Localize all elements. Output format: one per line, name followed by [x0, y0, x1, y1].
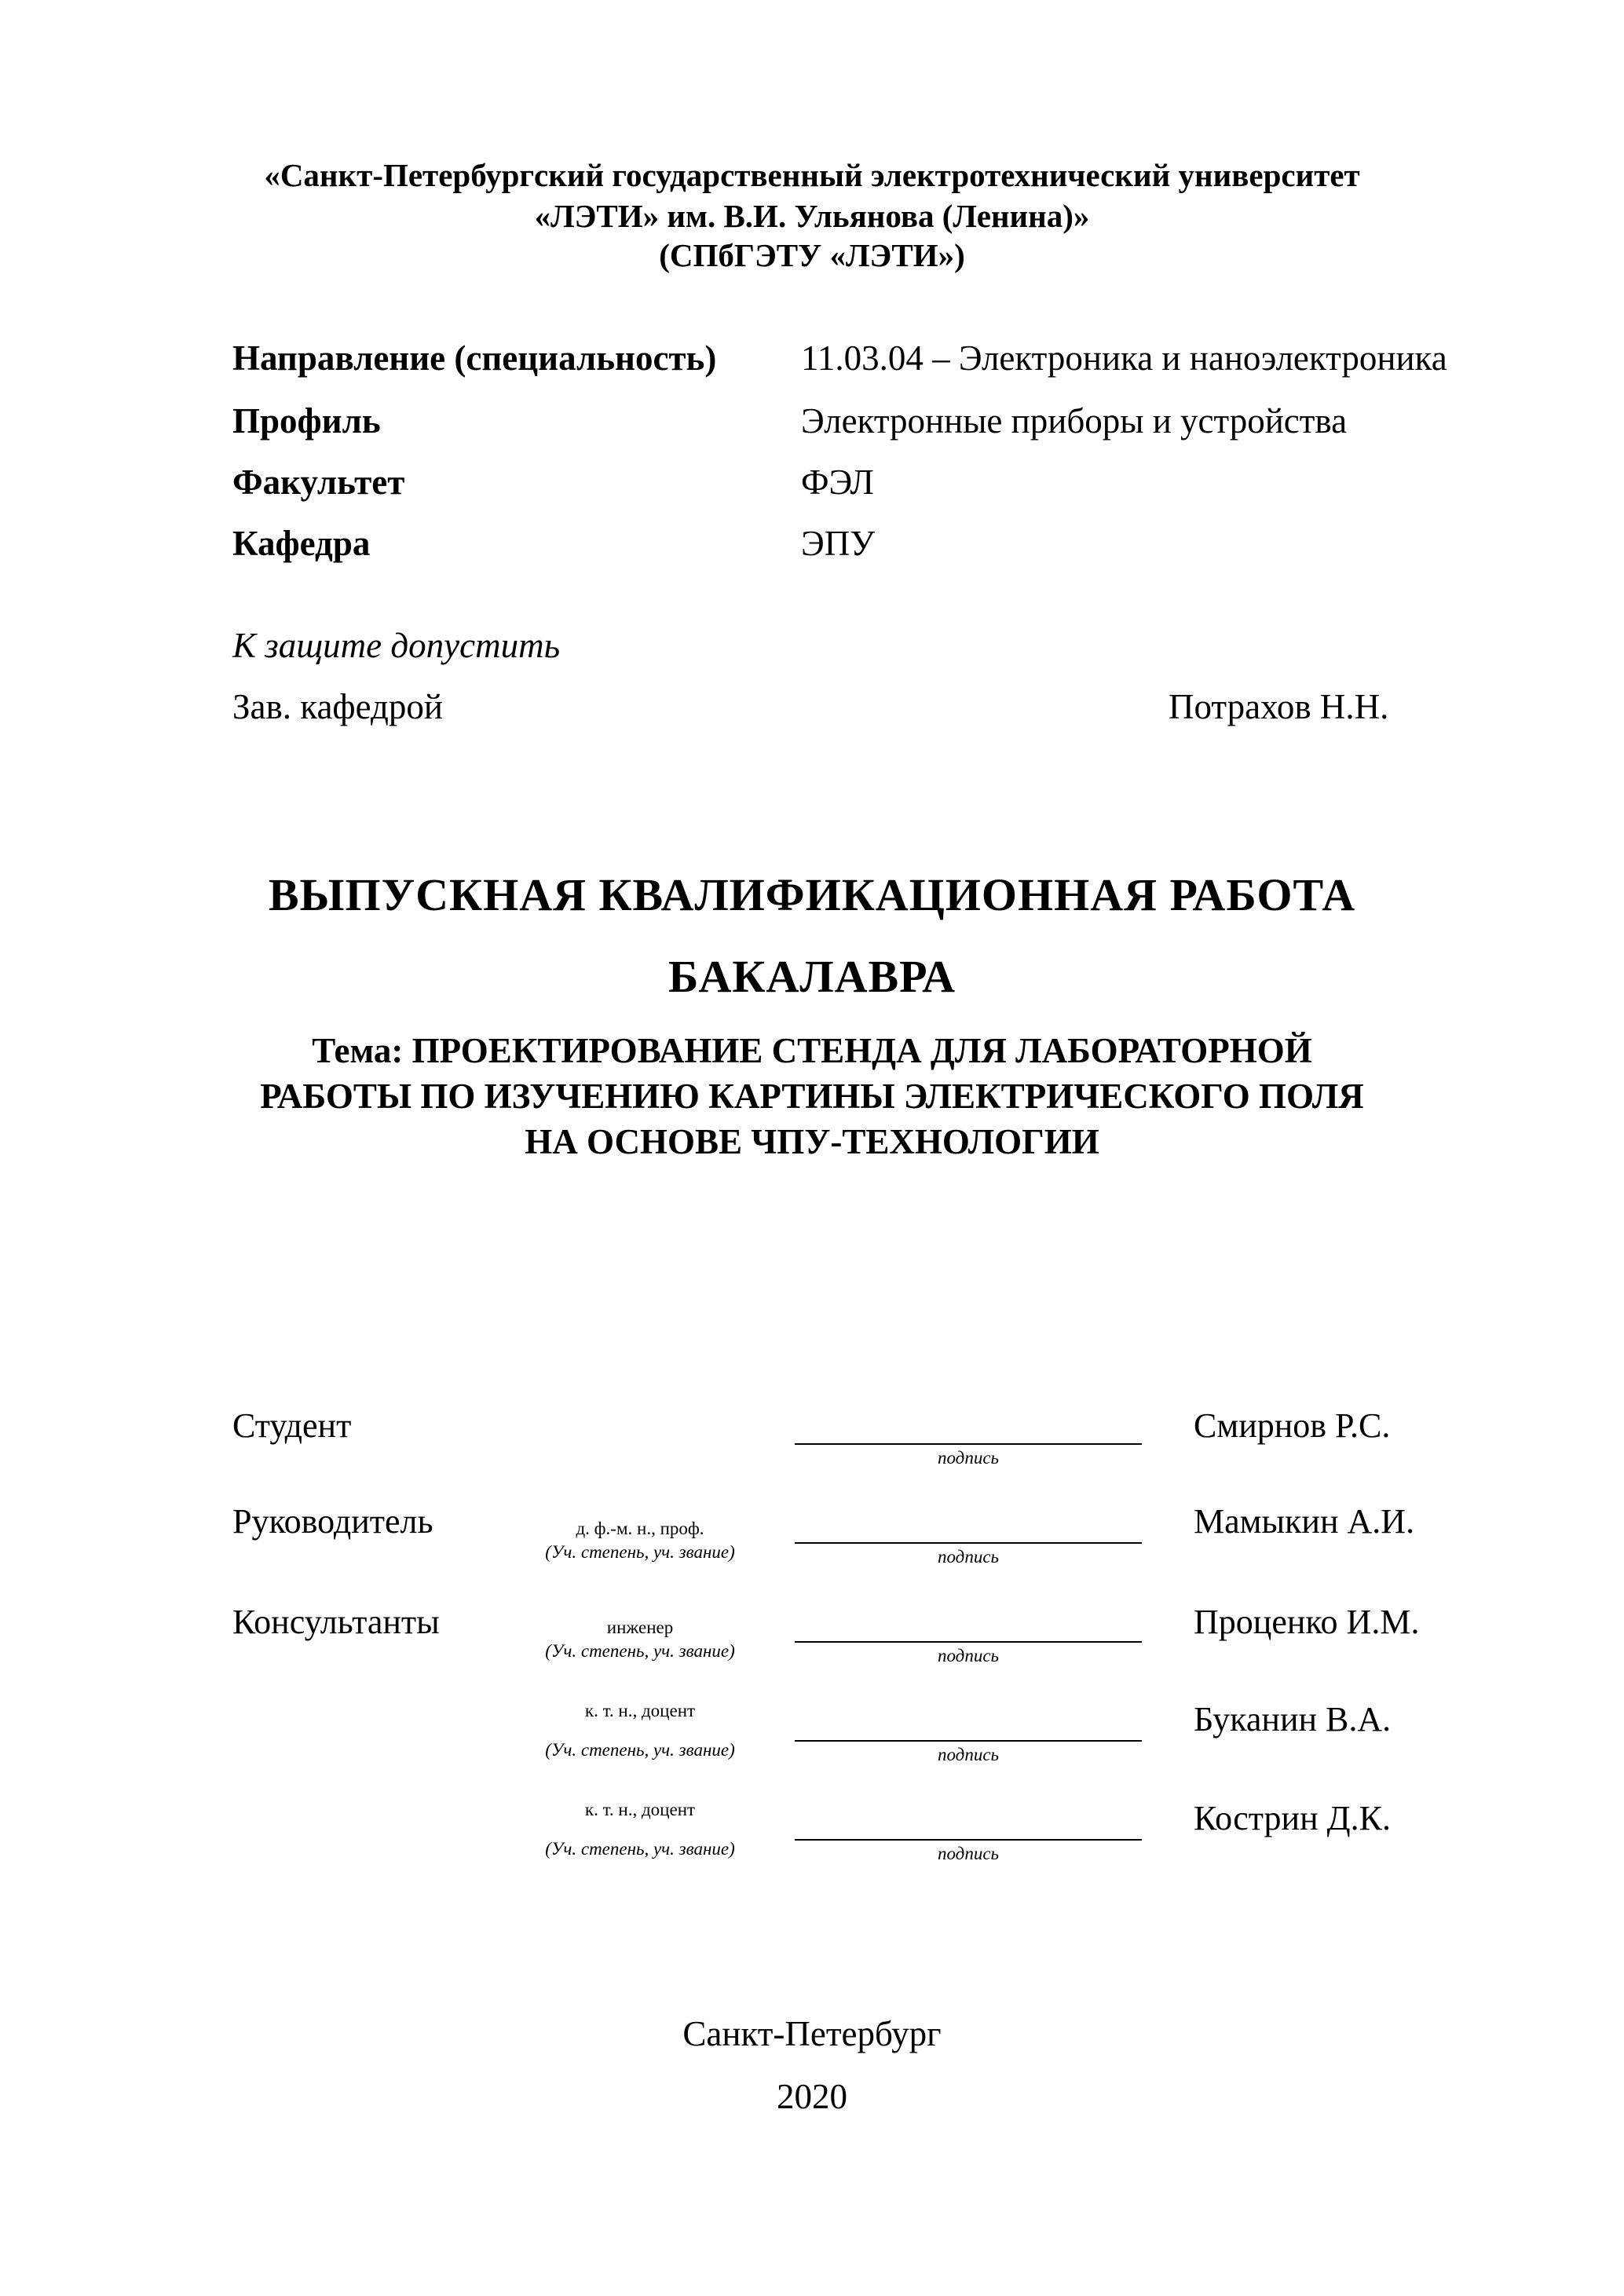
signature-degree-consultant-1: инженер	[606, 1618, 674, 1637]
signature-line-student	[795, 1443, 1142, 1445]
info-value-profile: Электронные приборы и устройства	[801, 401, 1348, 441]
footer-city: Санкт-Петербург	[682, 2014, 942, 2053]
info-label-direction: Направление (специальность)	[232, 338, 717, 378]
footer-year: 2020	[777, 2077, 847, 2116]
signature-degree-caption-consultant-3: (Уч. степень, уч. звание)	[545, 1839, 735, 1859]
signature-degree-consultant-2: к. т. н., доцент	[584, 1701, 696, 1720]
info-value-faculty: ФЭЛ	[801, 462, 874, 502]
work-title-line1: ВЫПУСКНАЯ КВАЛИФИКАЦИОННАЯ РАБОТА	[268, 869, 1356, 920]
approval-role: Зав. кафедрой	[232, 687, 443, 726]
university-name-line2: «ЛЭТИ» им. В.И. Ульянова (Ленина)»	[534, 198, 1090, 234]
university-name-line1: «Санкт-Петербургский государственный электротехнический университет	[264, 157, 1360, 193]
signature-caption-consultant-2: подпись	[937, 1745, 999, 1764]
signature-line-consultant-2	[795, 1740, 1142, 1742]
info-value-department: ЭПУ	[801, 524, 876, 563]
signature-name-consultant-3: Кострин Д.К.	[1194, 1799, 1392, 1837]
info-label-department: Кафедра	[232, 524, 371, 563]
signature-line-consultant-3	[795, 1839, 1142, 1841]
signature-name-supervisor: Мамыкин А.И.	[1194, 1502, 1415, 1541]
signature-line-supervisor	[795, 1542, 1142, 1544]
info-value-direction: 11.03.04 – Электроника и наноэлектроника	[801, 338, 1447, 378]
work-theme-line3: НА ОСНОВЕ ЧПУ-ТЕХНОЛОГИИ	[525, 1122, 1099, 1161]
signature-role-consultants: Консультанты	[232, 1603, 440, 1641]
work-theme-line1: Тема: ПРОЕКТИРОВАНИЕ СТЕНДА ДЛЯ ЛАБОРАТОРНОЙ	[312, 1031, 1312, 1070]
work-title-line2: БАКАЛАВРА	[668, 951, 956, 1002]
work-theme-line2: РАБОТЫ ПО ИЗУЧЕНИЮ КАРТИНЫ ЭЛЕКТРИЧЕСКОГО ПОЛЯ	[260, 1077, 1364, 1116]
signature-degree-supervisor: д. ф.-м. н., проф.	[576, 1519, 704, 1538]
university-abbreviation: (СПбГЭТУ «ЛЭТИ»)	[659, 237, 965, 273]
signature-role-student: Студент	[232, 1406, 352, 1445]
signature-role-supervisor: Руководитель	[232, 1502, 433, 1541]
info-label-profile: Профиль	[232, 401, 381, 441]
info-label-faculty: Факультет	[232, 462, 405, 502]
signature-line-consultant-1	[795, 1641, 1142, 1643]
signature-name-consultant-2: Буканин В.А.	[1194, 1700, 1392, 1738]
signature-name-student: Смирнов Р.С.	[1194, 1406, 1391, 1445]
signature-caption-consultant-1: подпись	[937, 1646, 999, 1665]
signature-caption-supervisor: подпись	[937, 1547, 999, 1567]
approval-heading: К защите допустить	[232, 626, 561, 665]
signature-caption-student: подпись	[937, 1448, 999, 1468]
signature-name-consultant-1: Проценко И.М.	[1194, 1603, 1420, 1641]
signature-degree-caption-supervisor: (Уч. степень, уч. звание)	[545, 1542, 735, 1562]
signature-degree-caption-consultant-2: (Уч. степень, уч. звание)	[545, 1740, 735, 1760]
signature-caption-consultant-3: подпись	[937, 1844, 999, 1863]
approval-name: Потрахов Н.Н.	[1169, 687, 1389, 726]
signature-degree-caption-consultant-1: (Уч. степень, уч. звание)	[545, 1641, 735, 1661]
signature-degree-consultant-3: к. т. н., доцент	[584, 1800, 696, 1819]
